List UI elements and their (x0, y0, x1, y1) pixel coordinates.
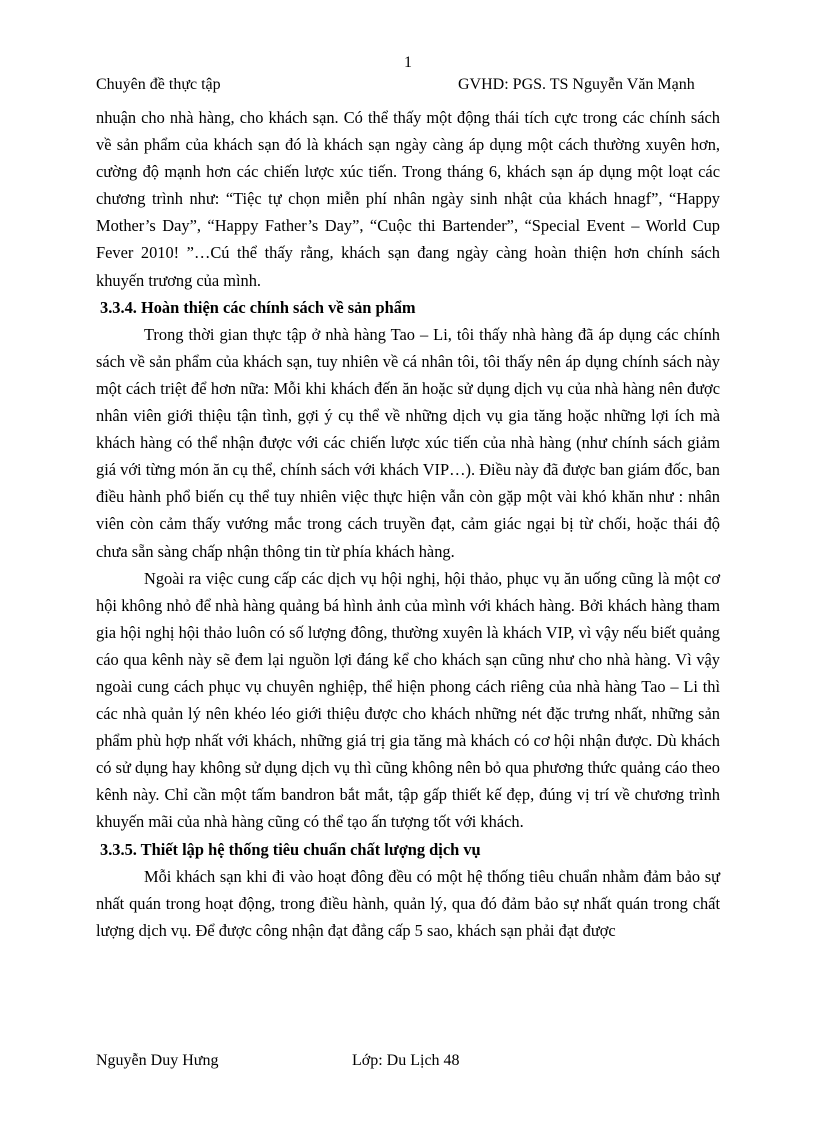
page-number: 1 (404, 54, 412, 71)
header-supervisor: GVHD: PGS. TS Nguyễn Văn Mạnh (458, 76, 695, 93)
body-paragraph: nhuận cho nhà hàng, cho khách sạn. Có thể thấy một động thái tích cực trong các chính sách về sản phẩm của khách sạn đó là khách sạn ngày càng áp dụng một cách thường xuyên hơn, cường độ mạnh hơn các chiến lược xúc tiến. Trong tháng 6, khách sạn áp dụng một loạt các chương trình như: “Tiệc tự chọn miễn phí nhân ngày sinh nhật của khách hnagf”, “Happy Mother’s Day”, “Happy Father’s Day”, “Cuộc thi Bartender”, “Special Event – World Cup Fever 2010! ”…Cú thể thấy rằng, khách sạn đang ngày càng hoàn thiện hơn chính sách khuyến trương của mình. (96, 108, 720, 290)
body-paragraph: Trong thời gian thực tập ở nhà hàng Tao – Li, tôi thấy nhà hàng đã áp dụng các chính sách về sản phẩm của khách sạn, tuy nhiên về cá nhân tôi, tôi thấy nên áp dụng chính sách này một cách triệt để hơn nữa: Mỗi khi khách đến ăn hoặc sử dụng dịch vụ của nhà hàng nên được nhân viên giới thiệu tận tình, gợi ý cụ thể về những dịch vụ gia tăng hoặc những lợi ích mà khách hàng có thể nhận được với các chiến lược xúc tiến của nhà hàng (như chính sách giảm giá với từng món ăn cụ thể, chính sách với khách VIP…). Điều này đã được ban giám đốc, ban điều hành phổ biến cụ thể tuy nhiên việc thực hiện vẫn còn gặp một vài khó khăn như : nhân viên còn cảm thấy vướng mắc trong cách truyền đạt, cảm giác ngại bị từ chối, hoặc thái độ chưa sẵn sàng chấp nhận thông tin từ phía khách hàng. (96, 324, 720, 561)
section-heading-3-3-5: 3.3.5. Thiết lập hệ thống tiêu chuẩn chất lượng dịch vụ (100, 839, 481, 859)
page-footer (96, 1052, 726, 1072)
footer-class: Lớp: Du Lịch 48 (352, 1052, 460, 1069)
header-document-type: Chuyên đề thực tập (96, 76, 221, 93)
body-paragraph: Mỗi khách sạn khi đi vào hoạt đông đều có một hệ thống tiêu chuẩn nhằm đảm bảo sự nhất quán trong hoạt động, trong điều hành, quản lý, qua đó đảm bảo sự nhất quán trong chất lượng dịch vụ. Để được công nhận đạt đẳng cấp 5 sao, khách sạn phải đạt được (96, 866, 720, 940)
section-heading-3-3-4: 3.3.4. Hoàn thiện các chính sách về sản phẩm (100, 297, 416, 317)
footer-author: Nguyễn Duy Hưng (96, 1052, 219, 1069)
document-body (96, 104, 720, 944)
page-header (96, 76, 726, 96)
body-paragraph: Ngoài ra việc cung cấp các dịch vụ hội nghị, hội thảo, phục vụ ăn uống cũng là một cơ hội không nhỏ để nhà hàng quảng bá hình ảnh của mình với khách hàng. Bởi khách hàng tham gia hội nghị hội thảo luôn có số lượng đông, thường xuyên là khách VIP, vì vậy nếu biết quảng cáo qua kênh này sẽ đem lại nguồn lợi đáng kể cho khách sạn cũng như cho nhà hàng. Vì vậy ngoài cung cách phục vụ chuyên nghiệp, thể hiện phong cách riêng của nhà hàng Tao – Li thì các nhà quản lý nên khéo léo giới thiệu được cho khách những nét đặc trưng nhất, những sản phẩm phù hợp nhất với khách, những giá trị gia tăng mà khách có cơ hội nhận được. Dù khách có sử dụng hay không sử dụng dịch vụ thì cũng không nên bỏ qua phương thức quảng cáo theo kênh này. Chỉ cần một tấm bandron bắt mắt, tập gấp thiết kế đẹp, đúng vị trí về chương trình khuyến mãi của nhà hàng cũng có thể tạo ấn tượng tốt với khách. (96, 568, 720, 832)
